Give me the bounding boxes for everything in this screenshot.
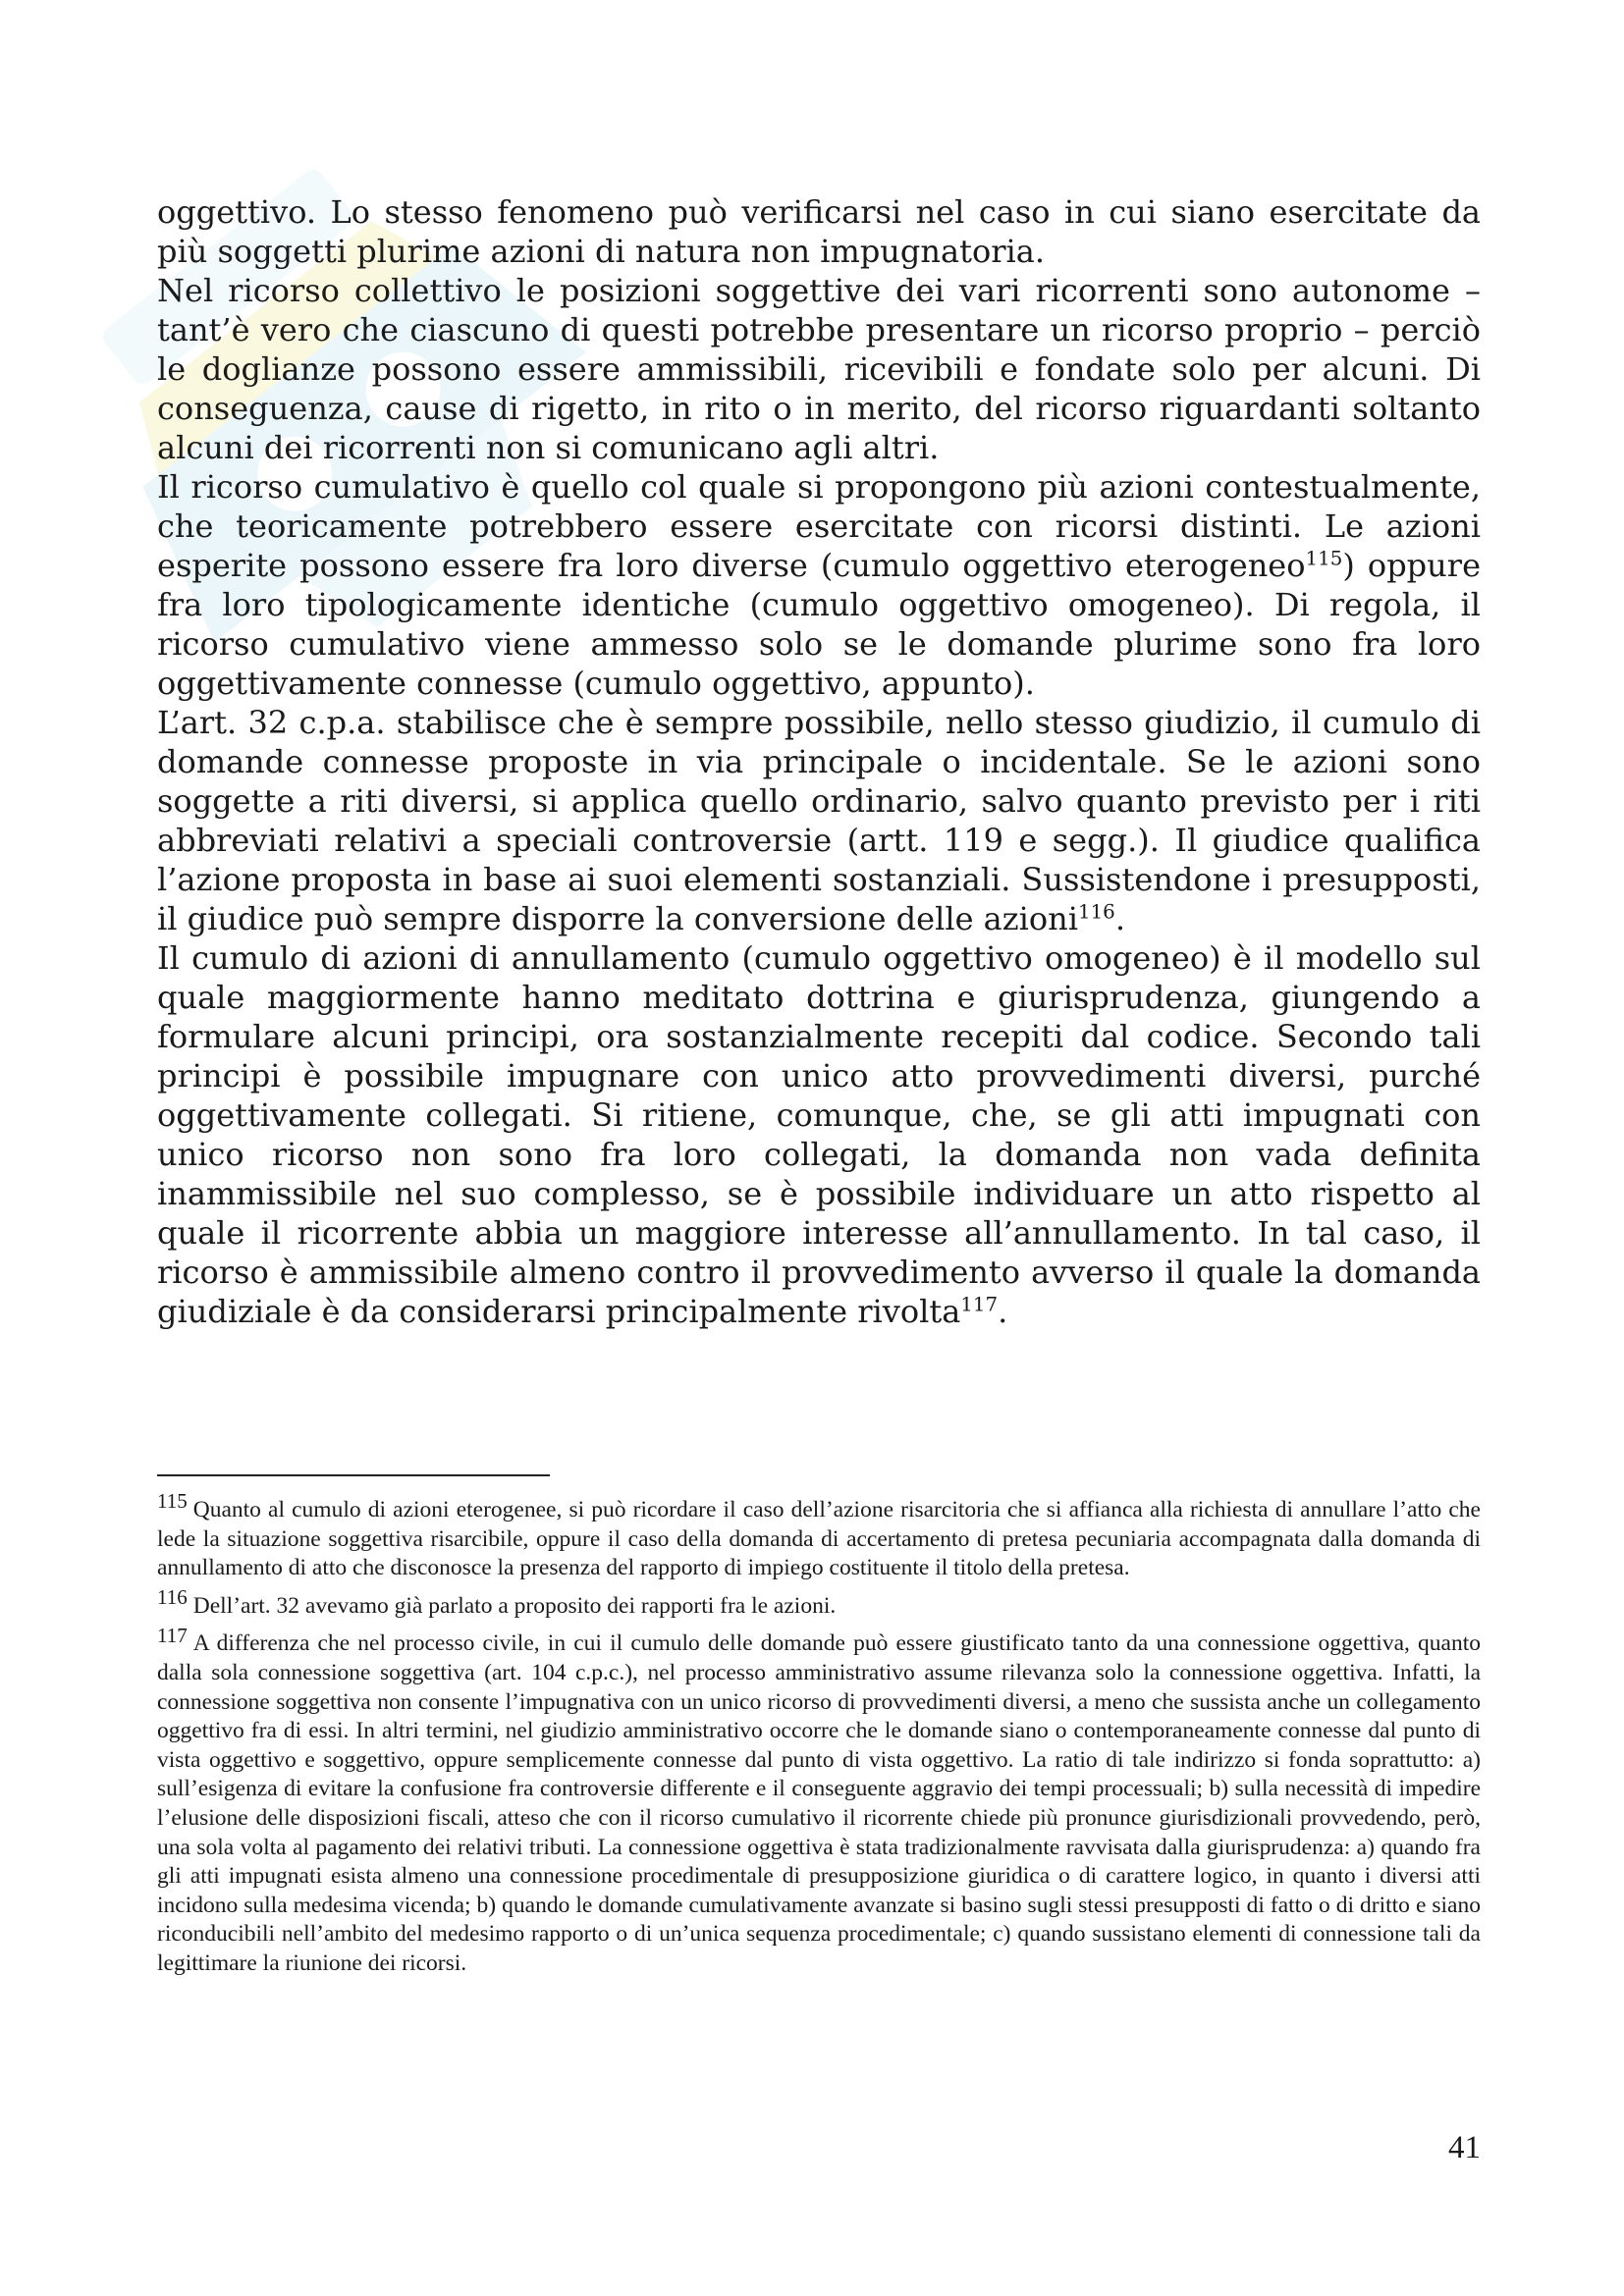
footnote-ref-116[interactable]: 116 bbox=[1077, 900, 1115, 924]
paragraph-1: oggettivo. Lo stesso fenomeno può verificarsi nel caso in cui siano esercitate da più soggetti plurime azioni di natura non impugnatoria. bbox=[157, 193, 1481, 270]
footnote-117: 117 A differenza che nel processo civile, in cui il cumulo delle domande può essere giustificato tanto da una connessione oggettiva, quanto dalla sola connessione soggettiva (art. 104 c.p.c.), nel processo amministrativo assume rilevanza solo la connessione oggettiva. Infatti, la connessione soggettiva non consente l’impugnativa con un unico ricorso di provvedimenti diversi, a meno che sussista anche un collegamento oggettivo fra di essi. In altri termini, nel giudizio amministrativo occorre che le domande siano o contemporaneamente connesse dal punto di vista oggettivo e soggettivo, oppure semplicemente connesse dal punto di vista oggettivo. La ratio di tale indirizzo si fonda soprattutto: a) sull’esigenza di evitare la confusione fra controversie differente e il conseguente aggravio dei tempi processuali; b) sulla necessità di impedire l’elusione delle disposizioni fiscali, atteso che con il ricorso cumulativo il ricorrente chiede più pronunce giurisdizionali provvedendo, però, una sola volta al pagamento dei relativi tributi. La connessione oggettiva è stata tradizionalmente ravvisata dalla giurisprudenza: a) quando fra gli atti impugnati esista almeno una connessione procedimentale di presupposizione giuridica o di carattere logico, in quanto i diversi atti incidono sulla medesima vicenda; b) quando le domande cumulativamente avanzate si basino sugli stessi presupposti di fatto o di dritto e siano riconducibili nell’ambito del medesimo rapporto o di un’unica sequenza procedimentale; c) quando sussistano elementi di connessione tali da legittimare la riunione dei ricorsi. bbox=[157, 1623, 1481, 1976]
footnote-115: 115 Quanto al cumulo di azioni eterogenee, si può ricordare il caso dell’azione risarcitoria che si affianca alla richiesta di annullare l’atto che lede la situazione soggettiva risarcibile, oppure il caso della domanda di accertamento di pretesa pecuniaria accompagnata dalla domanda di annullamento di atto che disconosce la presenza del rapporto di impiego costituente il titolo della pretesa. bbox=[157, 1489, 1481, 1581]
paragraph-5: Il cumulo di azioni di annullamento (cumulo oggettivo omogeneo) è il modello sul quale maggiormente hanno meditato dottrina e giurisprudenza, giungendo a formulare alcuni principi, ora sostanzialmente recepiti dal codice. Secondo tali principi è possibile impugnare con unico atto provvedimenti diversi, purché oggettivamente collegati. Si ritiene, comunque, che, se gli atti impugnati con unico ricorso non sono fra loro collegati, la domanda non vada definita inammissibile nel suo complesso, se è possibile individuare un atto rispetto al quale il ricorrente abbia un maggiore interesse all’annullamento. In tal caso, il ricorso è ammissibile almeno contro il provvedimento avverso il quale la domanda giudiziale è da considerarsi principalmente rivolta$^{117}$. bbox=[157, 939, 1481, 1330]
footnote-ref-115[interactable]: 115 bbox=[1305, 547, 1343, 570]
page-number: 41 bbox=[1448, 2130, 1481, 2165]
footnote-116: 116 Dell’art. 32 avevamo già parlato a proposito dei rapporti fra le azioni. bbox=[157, 1584, 837, 1619]
paragraph-4: L’art. 32 c.p.a. stabilisce che è sempre possibile, nello stesso giudizio, il cumulo di domande connesse proposte in via principale o incidentale. Se le azioni sono soggette a riti diversi, si applica quello ordinario, salvo quanto previsto per i riti abbreviati relativi a speciali controversie (artt. 119 e segg.). Il giudice qualifica l’azione proposta in base ai suoi elementi sostanziali. Sussistendone i presupposti, il giudice può sempre disporre la conversione delle azioni$^{116}$. bbox=[157, 704, 1481, 937]
paragraph-2: Nel ricorso collettivo le posizioni soggettive dei vari ricorrenti sono autonome – tant’è vero che ciascuno di questi potrebbe presentare un ricorso proprio – perciò le doglianze possono essere ammissibili, ricevibili e fondate solo per alcuni. Di conseguenza, cause di rigetto, in rito o in merito, del ricorso riguardanti soltanto alcuni dei ricorrenti non si comunicano agli altri. bbox=[157, 272, 1481, 466]
footnote-ref-117[interactable]: 117 bbox=[960, 1293, 999, 1316]
footnotes bbox=[157, 1489, 1481, 1988]
main-text bbox=[157, 192, 1481, 1331]
footnote-separator bbox=[157, 1474, 550, 1476]
paragraph-3: Il ricorso cumulativo è quello col quale si propongono più azioni contestualmente, che teoricamente potrebbero essere esercitate con ricorsi distinti. Le azioni esperite possono essere fra loro diverse (cumulo oggettivo eterogeneo$^{115}$) oppure fra loro tipologicamente identiche (cumulo oggettivo omogeneo). Di regola, il ricorso cumulativo viene ammesso solo se le domande plurime sono fra loro oggettivamente connesse (cumulo oggettivo, appunto). bbox=[157, 468, 1482, 702]
